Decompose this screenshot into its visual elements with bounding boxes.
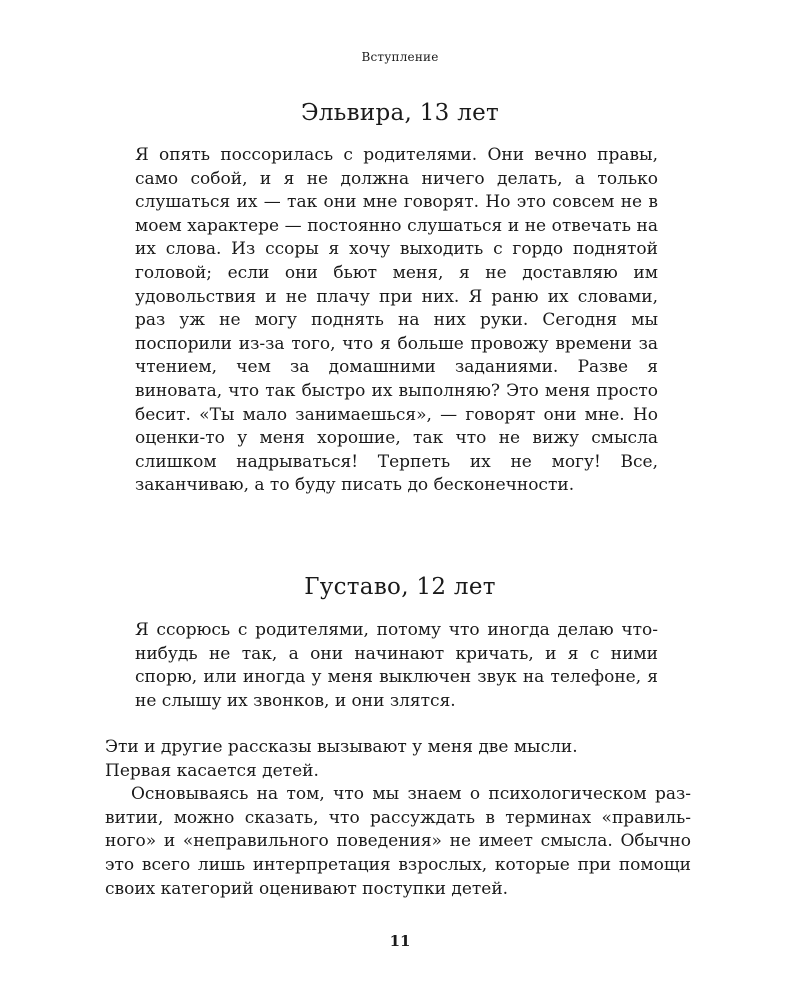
section-heading-gustavo: Густаво, 12 лет	[304, 574, 496, 600]
body-paragraph-3: Основываясь на том, что мы знаем о психологическом развитии, можно сказать, что рассуждать в терминах «правильного» и «неправильного поведения» не имеет смысла. Обычно это всего лишь интерпретация взрослых, которые при помощи своих категорий оценивают поступки детей.	[105, 784, 691, 899]
section-heading-elvira: Эльвира, 13 лет	[300, 100, 500, 126]
page-number: 11	[389, 932, 411, 950]
story-elvira: Я опять поссорилась с родителями. Они вечно правы, само собой, и я не должна ничего делать, а только слушаться их — так они мне говорят. Но это совсем не в моем характере — постоянно слушаться и не отвечать на их слова. Из ссоры я хочу выходить с гордо поднятой головой; если они бьют меня, я не доставляю им удовольствия и не плачу при них. Я раню их словами, раз уж не могу поднять на них руки. Сегодня мы поспорили из-за того, что я больше провожу времени за чтением, чем за домашними заданиями. Разве я виновата, что так быстро их выполняю? Это меня просто бесит. «Ты мало занимаешься», — говорят они мне. Но оценки-то у меня хорошие, так что не вижу смысла слишком надрываться! Терпеть их не могу! Все, заканчиваю, а то буду писать до бесконечности.	[135, 145, 658, 496]
running-head: Вступление	[361, 50, 439, 64]
body-paragraph-2: Первая касается детей.	[105, 760, 319, 781]
story-gustavo: Я ссорюсь с родителями, потому что иногда делаю что-нибудь не так, а они начинают кричать, и я с ними спорю, или иногда у меня выключен звук на телефоне, я не слышу их звонков, и они злятся.	[135, 620, 658, 711]
body-text	[105, 736, 691, 901]
body-paragraph-1: Эти и другие рассказы вызывают у меня две мысли.	[105, 737, 578, 757]
